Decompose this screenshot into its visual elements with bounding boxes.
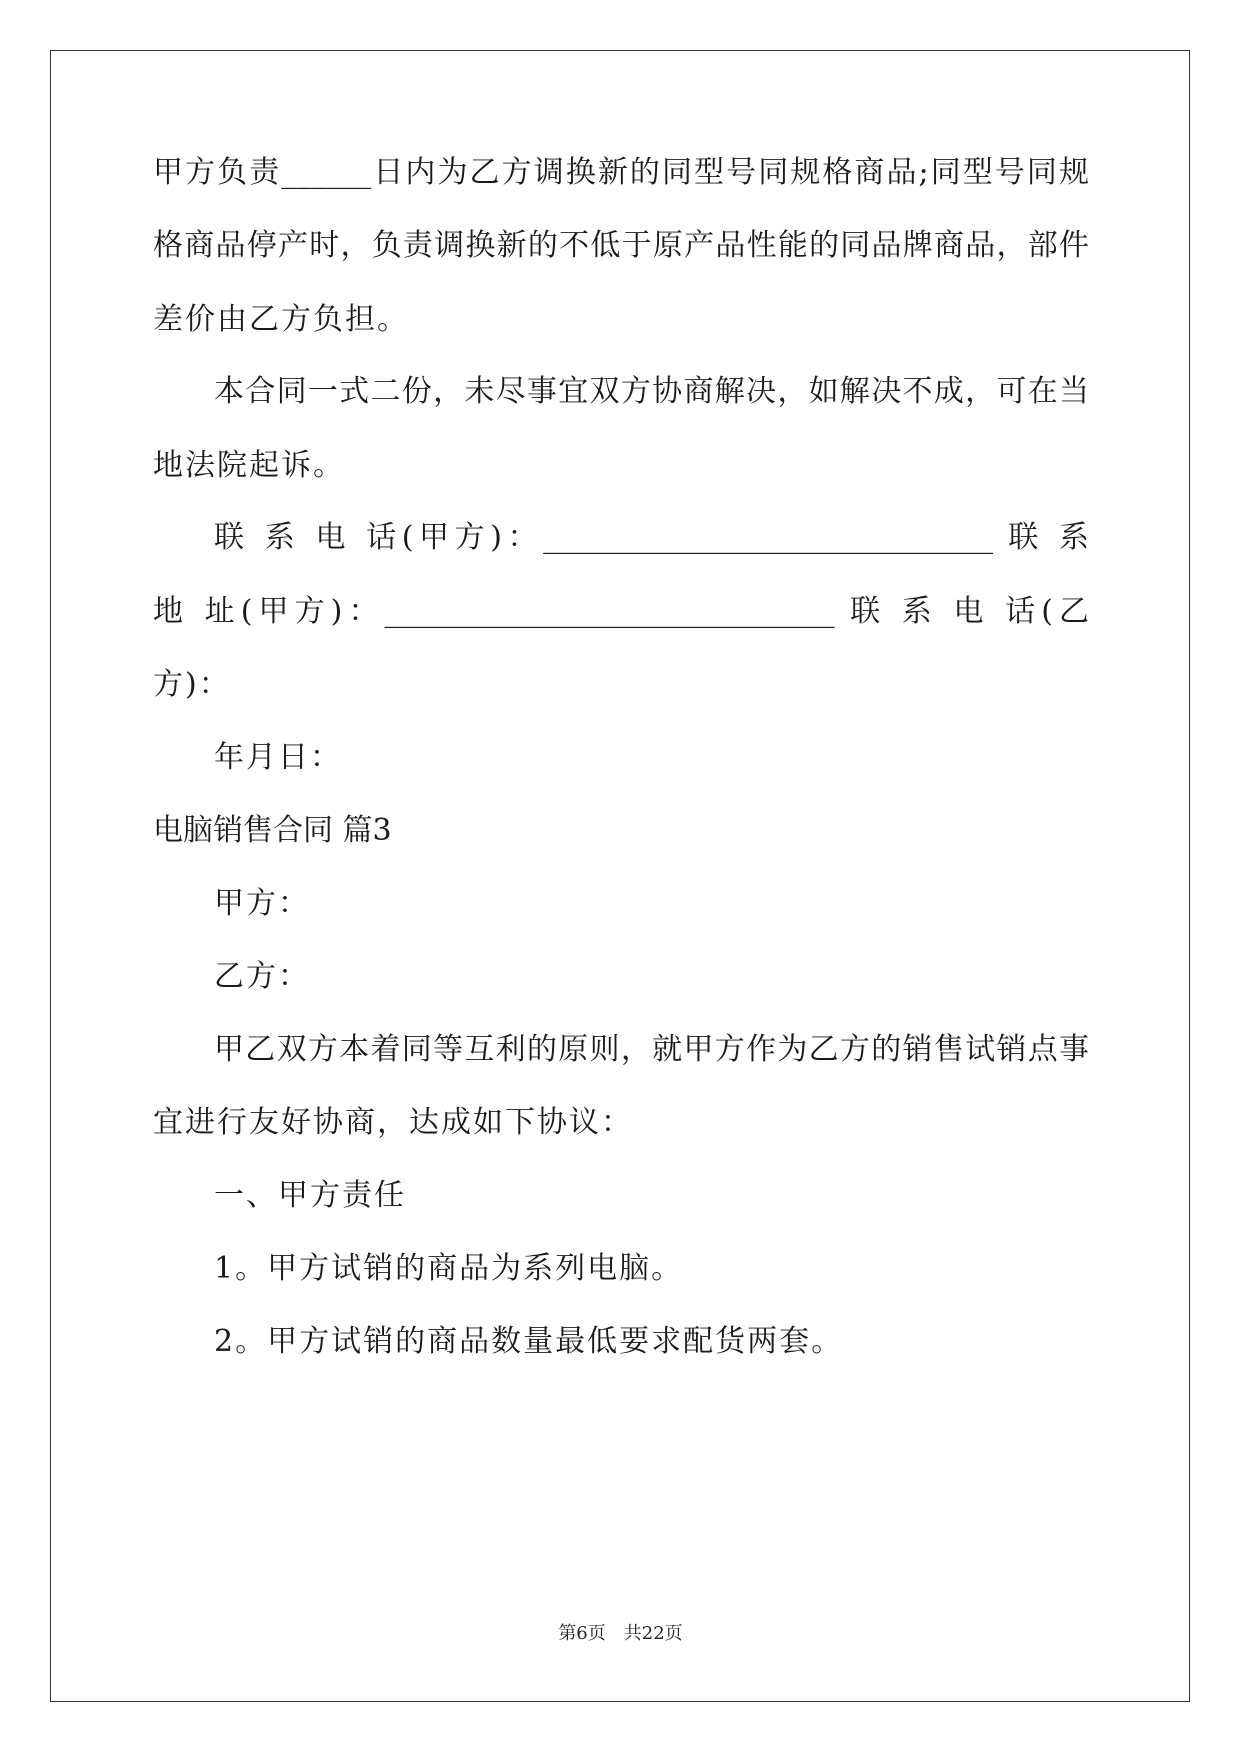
page-border bbox=[50, 50, 1190, 1702]
party-b-line: 乙方： bbox=[214, 959, 310, 994]
page-number: 第6页 bbox=[558, 1623, 606, 1644]
paragraph-line: 格商品停产时，负责调换新的不低于原产品性能的同品牌商品，部件 bbox=[153, 228, 1089, 263]
paragraph-line: 本合同一式二份，未尽事宜双方协商解决，如解决不成，可在当 bbox=[214, 374, 1089, 409]
page-footer bbox=[0, 1622, 1241, 1646]
paragraph-line: 方)： bbox=[153, 667, 231, 702]
paragraph-line: 宜进行友好协商，达成如下协议： bbox=[153, 1105, 633, 1140]
paragraph-line: 地法院起诉。 bbox=[153, 448, 345, 483]
clause-item: 1。甲方试销的商品为系列电脑。 bbox=[214, 1251, 684, 1286]
party-a-line: 甲方： bbox=[214, 886, 310, 921]
paragraph-line: 差价由乙方负担。 bbox=[153, 302, 409, 337]
clause-item: 2。甲方试销的商品数量最低要求配货两套。 bbox=[214, 1324, 844, 1359]
paragraph-line: 甲方负责______日内为乙方调换新的同型号同规格商品;同型号同规 bbox=[153, 155, 1089, 190]
paragraph-line: 甲乙双方本着同等互利的原则，就甲方作为乙方的销售试销点事 bbox=[214, 1032, 1089, 1067]
date-line: 年月日： bbox=[214, 740, 342, 775]
contact-address-line: 地 址(甲方)：______________________________ 联 系 电 话(乙 bbox=[153, 594, 1089, 629]
page-total: 共22页 bbox=[623, 1623, 683, 1644]
clause-heading: 一、甲方责任 bbox=[214, 1178, 406, 1213]
section-title: 电脑销售合同 篇3 bbox=[153, 813, 392, 848]
contact-phone-line: 联 系 电 话(甲方)：______________________________ 联 系 bbox=[214, 520, 1089, 555]
